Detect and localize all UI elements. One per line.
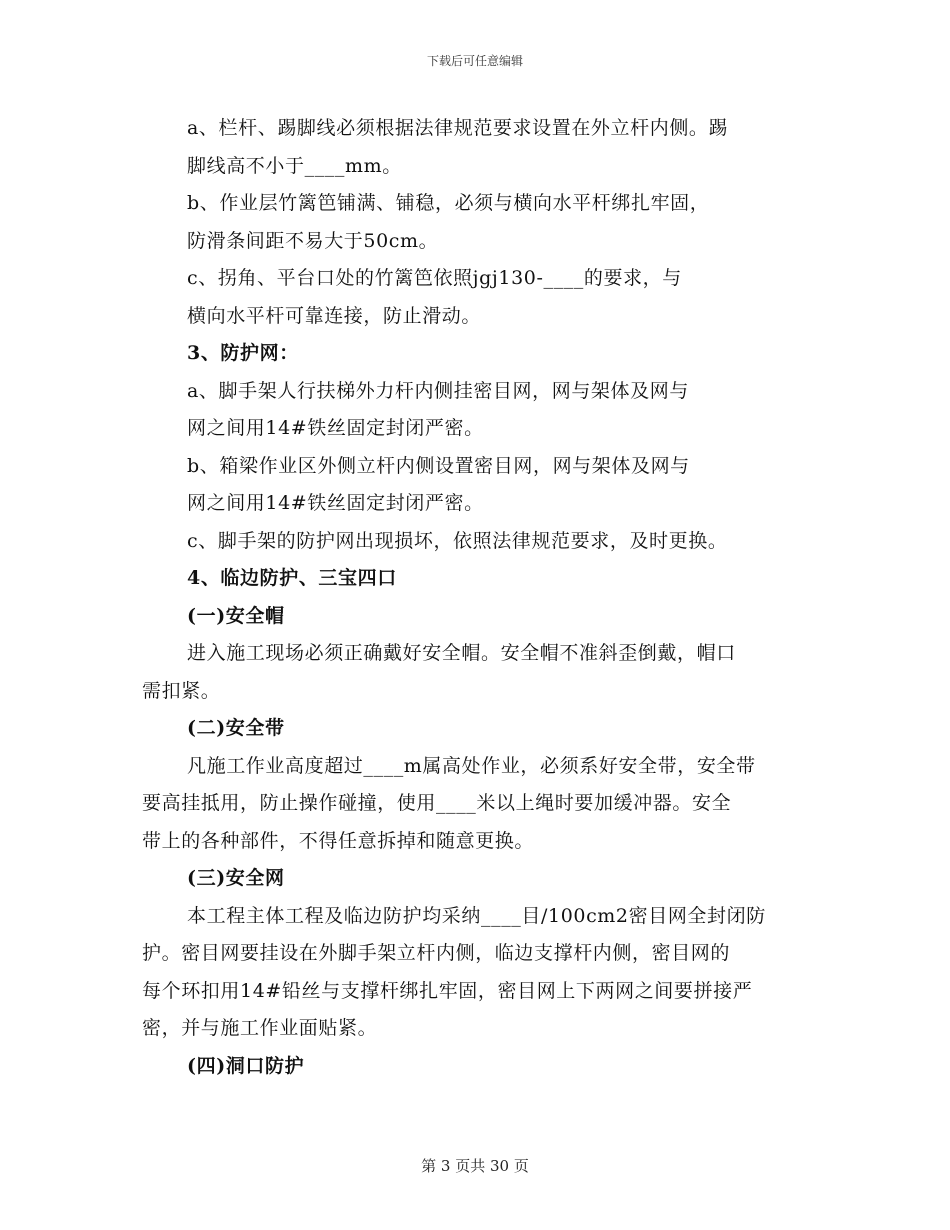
document-body: [142, 110, 822, 1085]
paragraph-line: 要高挂抵用，防止操作碰撞，使用____米以上绳时要加缓冲器。安全: [142, 792, 732, 814]
paragraph-line: b、箱梁作业区外侧立杆内侧设置密目网，网与架体及网与: [187, 454, 690, 477]
paragraph-line: 网之间用14#铁丝固定封闭严密。: [187, 417, 484, 439]
paragraph-line: a、栏杆、踢脚线必须根据法律规范要求设置在外立杆内侧。踢: [187, 117, 729, 139]
paragraph-line: 脚线高不小于____mm。: [187, 154, 402, 177]
paragraph-line: 需扣紧。: [142, 679, 221, 702]
page-header: 下载后可任意编辑: [426, 54, 523, 68]
section-heading-edge-protection: 4、临边防护、三宝四口: [187, 567, 397, 589]
paragraph-line: 密，并与施工作业面贴紧。: [142, 1017, 378, 1039]
paragraph-line: 每个环扣用14#铅丝与支撑杆绑扎牢固，密目网上下两网之间要拼接严: [142, 979, 753, 1002]
paragraph-line: b、作业层竹篱笆铺满、铺稳，必须与横向水平杆绑扎牢固，: [187, 192, 710, 214]
paragraph-line: 凡施工作业高度超过____m属高处作业，必须系好安全带，安全带: [187, 754, 756, 777]
section-heading-protective-net: 3、防护网：: [187, 342, 299, 364]
subheading-safety-net: (三)安全网: [187, 867, 285, 889]
paragraph-line: c、脚手架的防护网出现损坏，依照法律规范要求，及时更换。: [187, 529, 728, 552]
paragraph-line: 网之间用14#铁丝固定封闭严密。: [187, 492, 484, 514]
paragraph-line: 横向水平杆可靠连接，防止滑动。: [187, 304, 482, 327]
paragraph-line: 防滑条间距不易大于50cm。: [187, 229, 439, 252]
subheading-safety-belt: (二)安全带: [187, 717, 285, 739]
paragraph-line: a、脚手架人行扶梯外力杆内侧挂密目网，网与架体及网与: [187, 379, 689, 402]
subheading-opening-protection: (四)洞口防护: [187, 1054, 305, 1077]
page-number: 第 3 页共 30 页: [421, 1157, 529, 1175]
paragraph-line: 带上的各种部件，不得任意拆掉和随意更换。: [142, 829, 535, 852]
paragraph-line: c、拐角、平台口处的竹篱笆依照jgj130-____的要求，与: [187, 267, 682, 289]
subheading-safety-helmet: (一)安全帽: [187, 604, 285, 627]
paragraph-line: 进入施工现场必须正确戴好安全帽。安全帽不准斜歪倒戴，帽口: [187, 642, 736, 664]
paragraph-line: 护。密目网要挂设在外脚手架立杆内侧，临边支撑杆内侧，密目网的: [142, 942, 731, 964]
paragraph-line: 本工程主体工程及临边防护均采纳____目/100cm2密目网全封闭防: [187, 904, 766, 927]
